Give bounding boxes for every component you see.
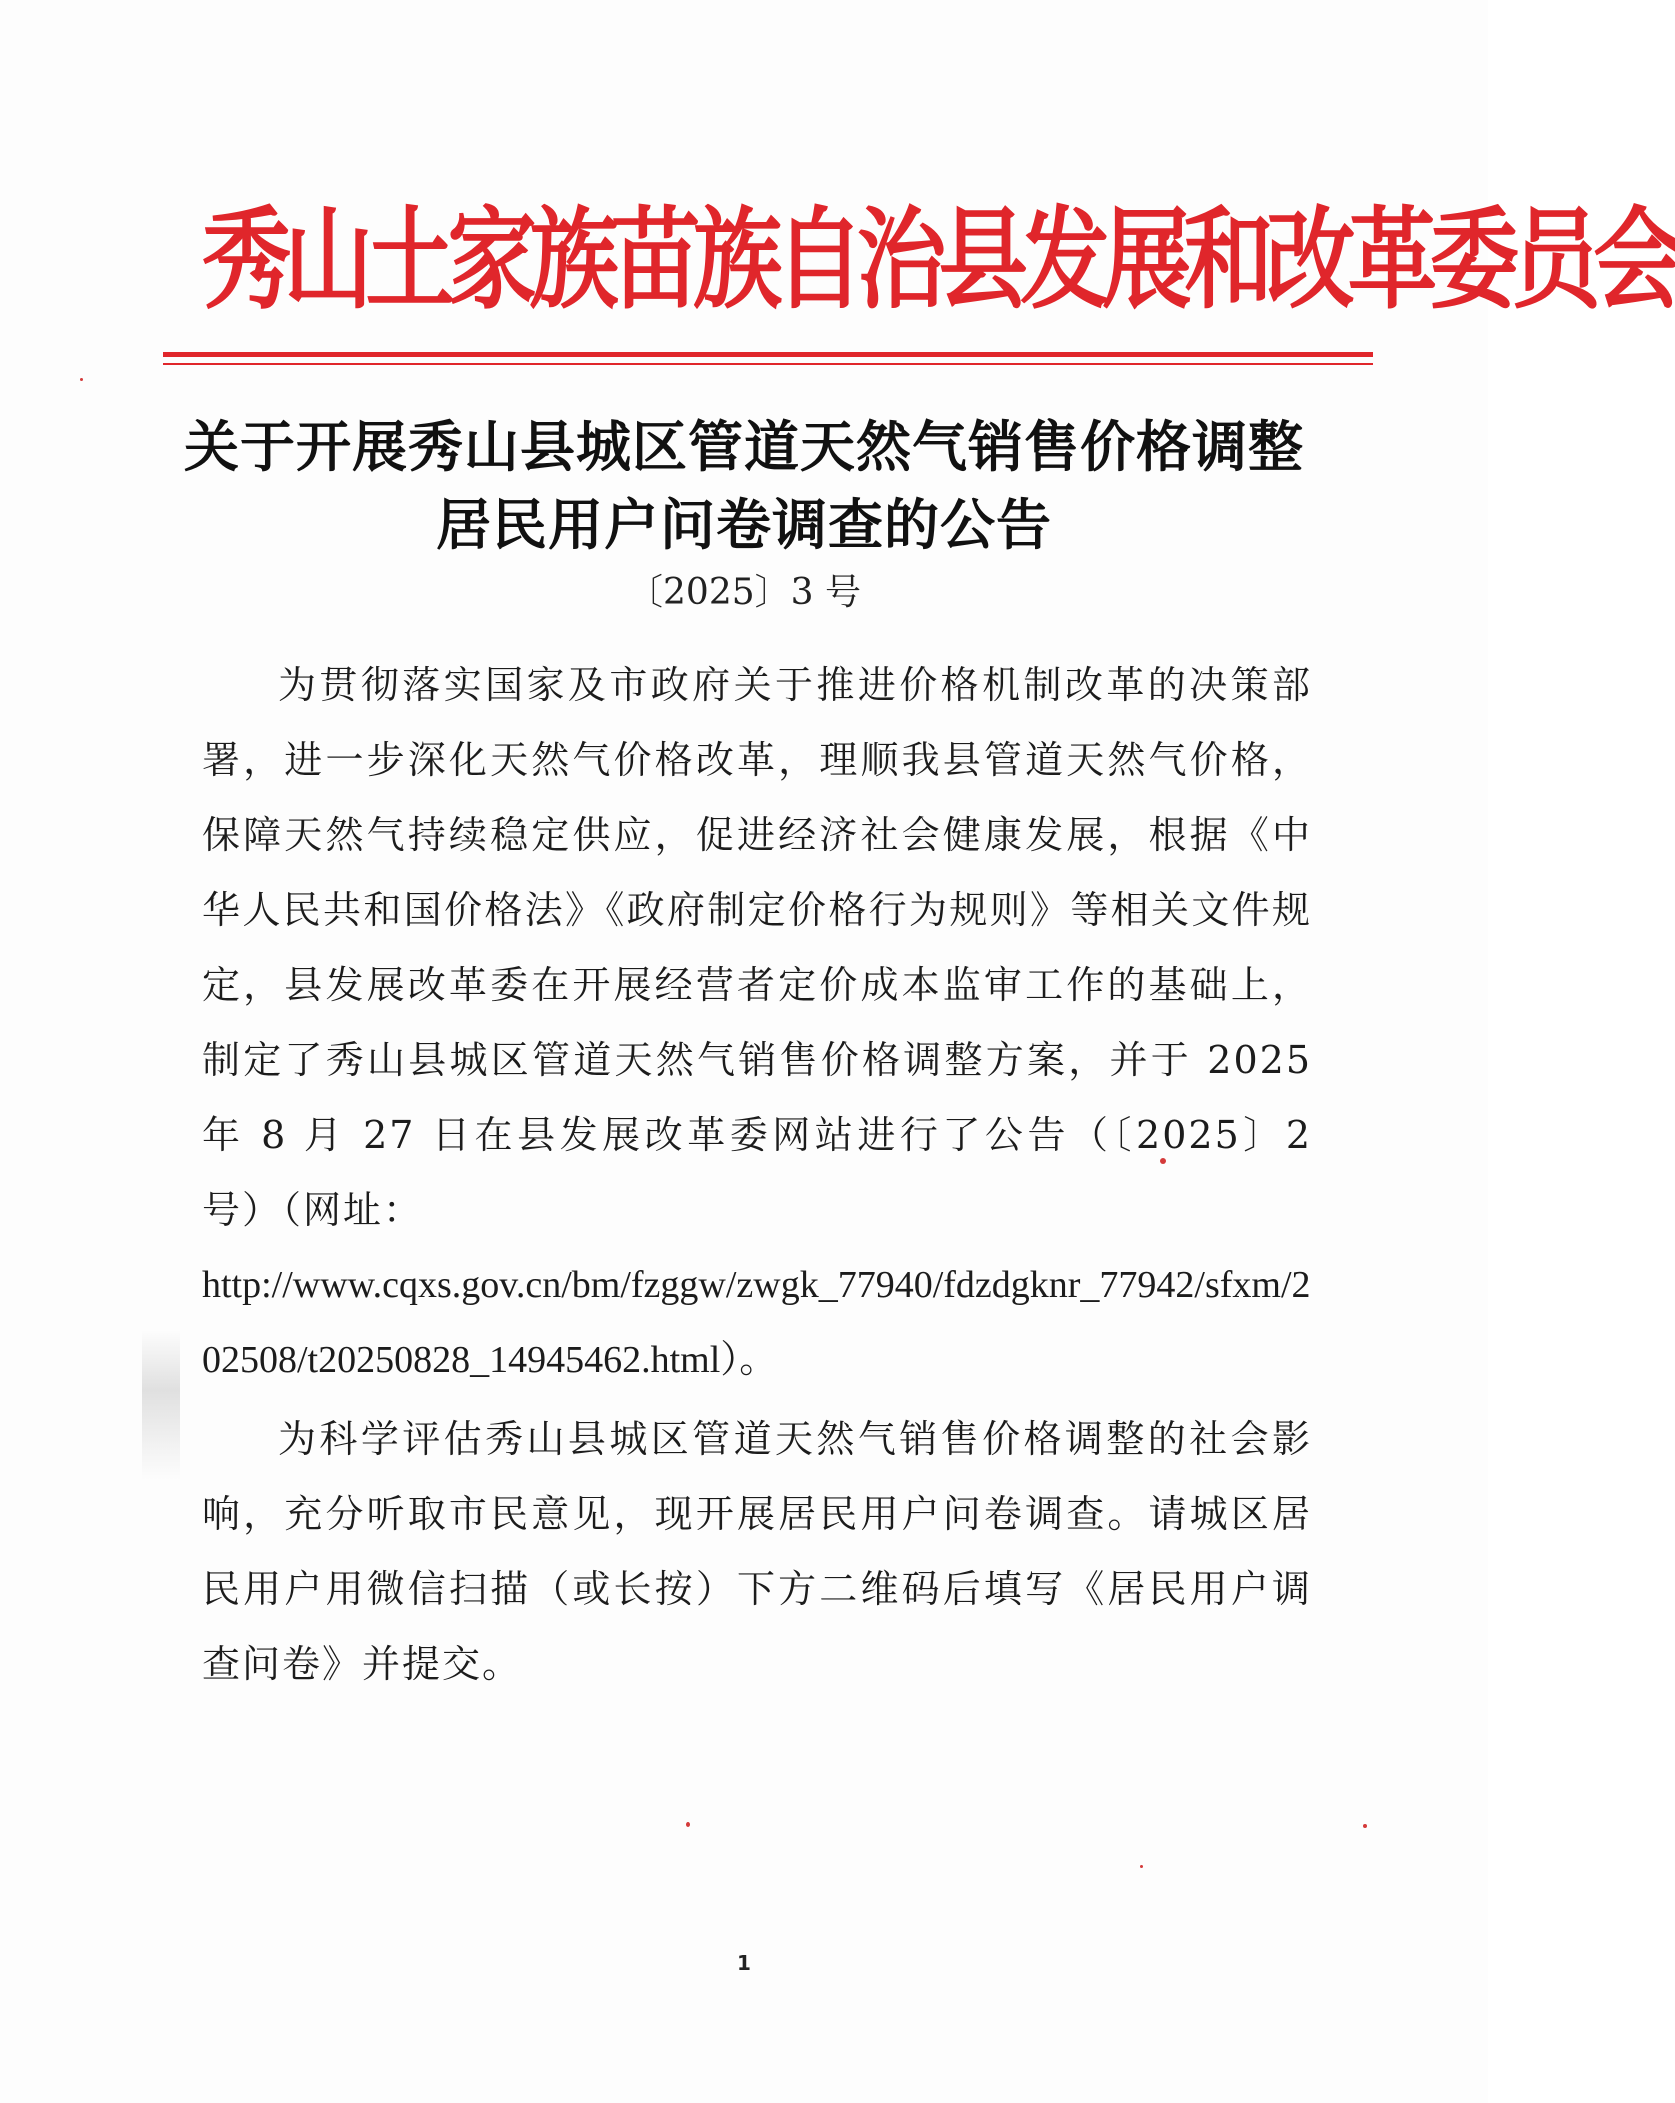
scan-smudge bbox=[142, 1330, 180, 1480]
notice-title-line2: 居民用户问卷调查的公告 bbox=[435, 492, 1052, 557]
organization-header: 秀山土家族苗族自治县发展和改革委员会 bbox=[202, 195, 1675, 325]
page-number: 1 bbox=[737, 1951, 751, 1975]
paragraph-1-text: 为贯彻落实国家及市政府关于推进价格机制改革的决策部署，进一步深化天然气价格改革，理顺我县管道天然气价格，保障天然气持续稳定供应，促进经济社会健康发展，根据《中华人民共和国价格法》《政府制定价格行为规则》等相关文件规定，县发展改革委在开展经营者定价成本监审工作的基础上，制定了秀山县城区管道天然气销售价格调整方案，并于 2025 年 8 月 27 日在县发展改革委网站进行了公告（〔2025〕2 号）（网址： bbox=[202, 663, 1312, 1232]
scan-speck bbox=[1363, 1824, 1367, 1828]
notice-body bbox=[202, 648, 1312, 1706]
paragraph-1-end: ）。 bbox=[720, 1339, 778, 1381]
scan-speck bbox=[1140, 1865, 1143, 1868]
notice-title bbox=[100, 408, 1388, 564]
document-number: 〔2025〕3 号 bbox=[627, 572, 861, 613]
notice-title-line1: 关于开展秀山县城区管道天然气销售价格调整 bbox=[183, 414, 1304, 479]
body-paragraph-2: 为科学评估秀山县城区管道天然气销售价格调整的社会影响，充分听取市民意见，现开展居民用户问卷调查。请城区居民用户用微信扫描（或长按）下方二维码后填写《居民用户调查问卷》并提交。 bbox=[202, 1417, 1312, 1686]
body-paragraph-1 bbox=[202, 648, 1312, 1398]
header-rule-thin bbox=[163, 363, 1373, 365]
announcement-url-text: http://www.cqxs.gov.cn/bm/fzggw/zwgk_77940/fdzdgknr_77942/sfxm/202508/t20250828_14945462.html bbox=[202, 1264, 1311, 1381]
scan-speck bbox=[80, 378, 83, 381]
header-rule-thick bbox=[163, 352, 1373, 357]
announcement-url bbox=[202, 1248, 1312, 1398]
scan-speck bbox=[686, 1822, 690, 1827]
scan-speck bbox=[1160, 1158, 1166, 1164]
